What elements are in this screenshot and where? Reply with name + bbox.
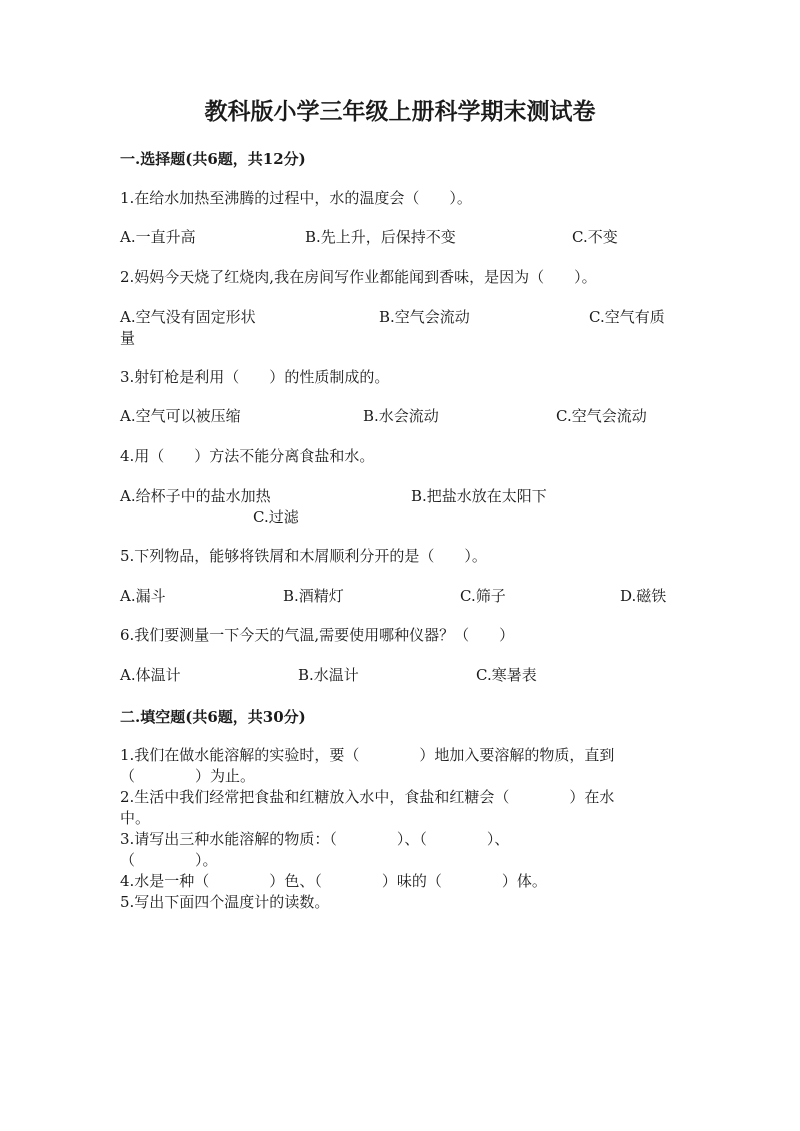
fill-question-3-line-2: （ ）。 [120, 851, 218, 869]
fill-question-2-line-2: 中。 [120, 809, 151, 827]
q4-option-b: B.把盐水放在太阳下 [411, 487, 547, 505]
q2-option-a: A.空气没有固定形状 [120, 308, 256, 326]
question-2: 2.妈妈今天烧了红烧肉,我在房间写作业都能闻到香味，是因为（ ）。 [120, 268, 597, 286]
q5-option-d: D.磁铁 [620, 587, 667, 605]
page-title: 教科版小学三年级上册科学期末测试卷 [204, 98, 596, 125]
q6-option-c: C.寒暑表 [476, 666, 537, 684]
section-heading-fill: 二.填空题(共6题，共30分) [120, 708, 306, 726]
fill-question-4: 4.水是一种（ ）色、（ ）味的（ ）体。 [120, 872, 547, 890]
question-4: 4.用（ ）方法不能分离食盐和水。 [120, 447, 375, 465]
q5-option-b: B.酒精灯 [283, 587, 344, 605]
section-heading-choice: 一.选择题(共6题，共12分) [120, 150, 306, 168]
q3-option-a: A.空气可以被压缩 [120, 407, 241, 425]
fill-question-1-line-2: （ ）为止。 [120, 767, 256, 785]
q4-option-c: C.过滤 [253, 508, 299, 526]
q5-option-c: C.筛子 [460, 587, 506, 605]
fill-question-5: 5.写出下面四个温度计的读数。 [120, 893, 330, 911]
q6-option-b: B.水温计 [298, 666, 359, 684]
q2-option-c-cont: 量 [120, 329, 136, 347]
q3-option-c: C.空气会流动 [556, 407, 647, 425]
question-3: 3.射钉枪是利用（ ）的性质制成的。 [120, 368, 390, 386]
question-6: 6.我们要测量一下今天的气温,需要使用哪种仪器？（ ） [120, 626, 515, 644]
fill-question-3-line-1: 3.请写出三种水能溶解的物质：（ ）、（ ）、 [120, 830, 510, 848]
q5-option-a: A.漏斗 [120, 587, 166, 605]
q2-option-b: B.空气会流动 [379, 308, 470, 326]
question-1: 1.在给水加热至沸腾的过程中，水的温度会（ ）。 [120, 189, 472, 207]
q1-option-c: C.不变 [572, 228, 618, 246]
q1-option-a: A.一直升高 [120, 228, 196, 246]
fill-question-2-line-1: 2.生活中我们经常把食盐和红糖放入水中，食盐和红糖会（ ）在水 [120, 788, 615, 806]
q3-option-b: B.水会流动 [363, 407, 439, 425]
question-5: 5.下列物品，能够将铁屑和木屑顺利分开的是（ ）。 [120, 547, 487, 565]
q4-option-a: A.给杯子中的盐水加热 [120, 487, 271, 505]
fill-question-1-line-1: 1.我们在做水能溶解的实验时，要（ ）地加入要溶解的物质，直到 [120, 746, 615, 764]
q2-option-c: C.空气有质 [589, 308, 665, 326]
q1-option-b: B.先上升，后保持不变 [305, 228, 456, 246]
q6-option-a: A.体温计 [120, 666, 181, 684]
